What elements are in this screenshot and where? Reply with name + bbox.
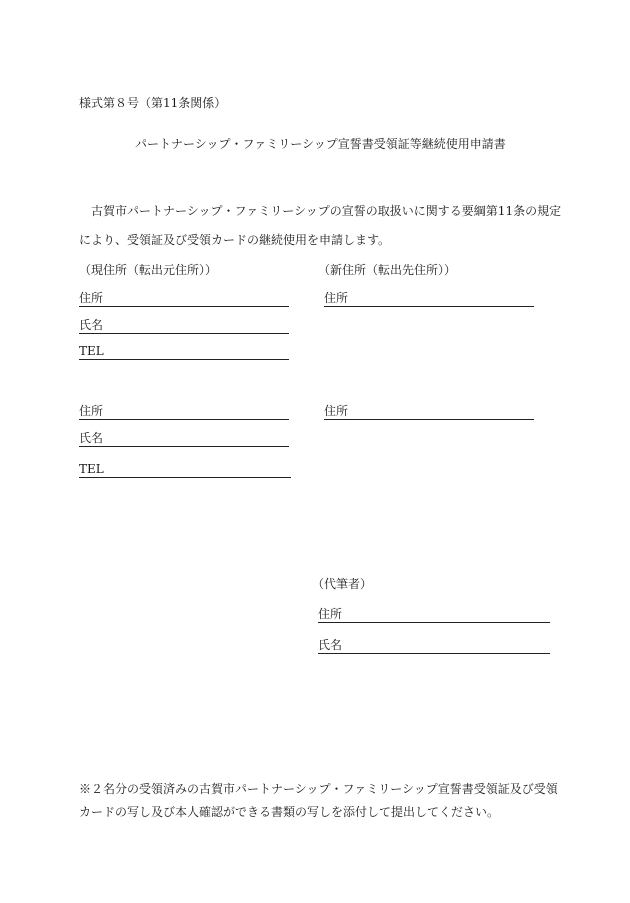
note-text-line1: ※２名分の受領済みの古賀市パートナーシップ・ファミリーシップ宣誓書受領証及び受領	[79, 782, 558, 796]
applicant2-current-address-field[interactable]	[79, 405, 289, 420]
applicant2-new-address-field[interactable]	[324, 405, 534, 420]
address-label: 住所	[79, 404, 104, 418]
applicant2-tel-field[interactable]	[79, 463, 291, 478]
new-address-header: （新住所（転出先住所））	[318, 263, 457, 277]
name-label: 氏名	[318, 638, 343, 652]
name-label: 氏名	[79, 318, 104, 332]
proxy-name-field[interactable]	[318, 639, 550, 654]
applicant1-name-field[interactable]	[79, 319, 289, 334]
applicant1-new-address-field[interactable]	[324, 292, 534, 307]
intro-text-line2: により、受領証及び受領カードの継続使用を申請します。	[79, 233, 391, 247]
address-label: 住所	[324, 291, 349, 305]
tel-label: TEL	[79, 344, 104, 358]
note-text-line2: カードの写し及び本人確認ができる書類の写しを添付して提出してください。	[79, 805, 500, 819]
address-label: 住所	[79, 291, 104, 305]
proxy-header: （代筆者）	[312, 577, 373, 591]
address-label: 住所	[318, 607, 343, 621]
name-label: 氏名	[79, 431, 104, 445]
current-address-header: （現住所（転出元住所））	[79, 263, 218, 277]
intro-text-line1: 古賀市パートナーシップ・ファミリーシップの宣誓の取扱いに関する要綱第11条の規定	[91, 204, 562, 218]
applicant1-current-address-field[interactable]	[79, 292, 289, 307]
applicant1-tel-field[interactable]	[79, 345, 289, 360]
proxy-address-field[interactable]	[318, 608, 550, 623]
form-number: 様式第８号（第11条関係）	[79, 96, 227, 110]
tel-label: TEL	[79, 462, 104, 476]
applicant2-name-field[interactable]	[79, 432, 289, 447]
address-label: 住所	[324, 404, 349, 418]
document-title: パートナーシップ・ファミリーシップ宣誓書受領証等継続使用申請書	[135, 137, 506, 151]
